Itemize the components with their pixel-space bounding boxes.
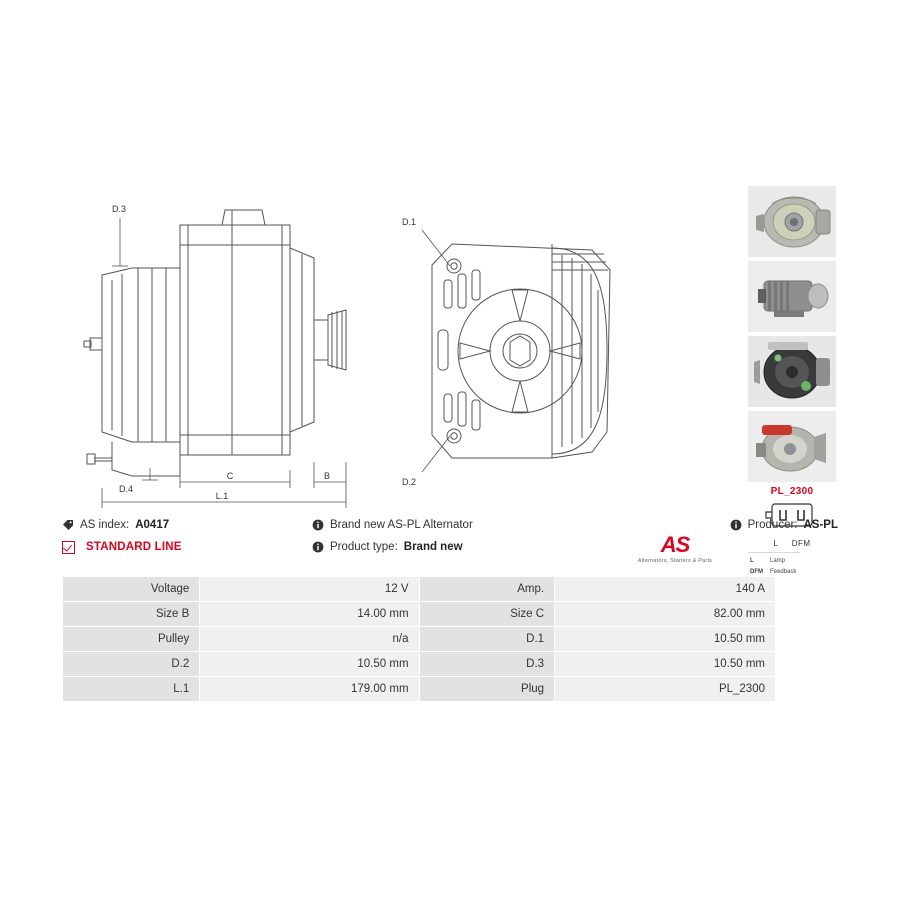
table-row bbox=[63, 652, 776, 677]
product-photo-2[interactable] bbox=[748, 261, 836, 332]
plug-legend-text: Lamp bbox=[770, 558, 786, 564]
specifications-table bbox=[62, 576, 776, 702]
side-view-svg bbox=[62, 170, 362, 510]
table-row bbox=[63, 577, 776, 602]
table-row bbox=[63, 627, 776, 652]
spec-value: n/a bbox=[200, 627, 419, 652]
product-type-line bbox=[312, 536, 642, 558]
spec-label: Plug bbox=[419, 677, 555, 702]
technical-drawings bbox=[62, 170, 838, 510]
as-index-value: A0417 bbox=[135, 519, 170, 531]
dim-label-c: C bbox=[226, 471, 234, 481]
spec-label: L.1 bbox=[63, 677, 200, 702]
product-type-value: Brand new bbox=[403, 541, 463, 553]
product-photo-4[interactable] bbox=[748, 411, 836, 482]
table-row bbox=[63, 677, 776, 702]
info-icon bbox=[312, 519, 324, 531]
tag-icon bbox=[62, 519, 74, 531]
as-index-line bbox=[62, 514, 312, 536]
spec-label: Amp. bbox=[419, 577, 555, 602]
spec-value: 179.00 mm bbox=[200, 677, 419, 702]
spec-value: 140 A bbox=[555, 577, 776, 602]
plug-pin-dfm: DFM bbox=[791, 539, 811, 548]
spec-label: Size B bbox=[63, 602, 200, 627]
producer-value: AS-PL bbox=[803, 519, 838, 531]
spec-label: Size C bbox=[419, 602, 555, 627]
product-description: Brand new AS-PL Alternator bbox=[330, 519, 473, 531]
product-photo-3[interactable] bbox=[748, 336, 836, 407]
spec-value: 14.00 mm bbox=[200, 602, 419, 627]
check-icon bbox=[62, 541, 75, 554]
info-icon bbox=[312, 541, 324, 553]
info-icon bbox=[730, 519, 742, 531]
spec-value: 10.50 mm bbox=[555, 627, 776, 652]
dim-label-d2: D.2 bbox=[402, 477, 417, 487]
product-photo-1[interactable] bbox=[748, 186, 836, 257]
description-line bbox=[312, 514, 642, 536]
info-column-index bbox=[62, 514, 312, 558]
spec-value: 10.50 mm bbox=[555, 652, 776, 677]
plug-legend-key: L bbox=[750, 558, 754, 564]
spec-value: PL_2300 bbox=[555, 677, 776, 702]
spec-label: Pulley bbox=[63, 627, 200, 652]
aspl-logo-subtitle: Alternators, Starters & Parts bbox=[637, 558, 713, 564]
spec-value: 12 V bbox=[200, 577, 419, 602]
spec-value: 10.50 mm bbox=[200, 652, 419, 677]
dim-label-l1: L.1 bbox=[215, 491, 229, 501]
alternator-front-view-drawing bbox=[392, 170, 682, 510]
spec-label: D.2 bbox=[63, 652, 200, 677]
plug-legend-text: Feedback bbox=[770, 569, 797, 575]
standard-line-label: STANDARD LINE bbox=[86, 541, 182, 553]
table-row bbox=[63, 602, 776, 627]
info-column-description bbox=[312, 514, 642, 558]
dim-label-d1: D.1 bbox=[402, 217, 417, 227]
alternator-side-view-drawing bbox=[62, 170, 362, 510]
spec-label: D.3 bbox=[419, 652, 555, 677]
plug-name: PL_2300 bbox=[770, 486, 814, 497]
spec-label: D.1 bbox=[419, 627, 555, 652]
standard-line-badge bbox=[62, 536, 312, 558]
aspl-logo bbox=[623, 534, 727, 564]
aspl-logo-mark: AS bbox=[660, 532, 690, 557]
dim-label-b: B bbox=[323, 471, 331, 481]
plug-legend-key: DFM bbox=[750, 569, 763, 575]
product-type-label: Product type: bbox=[330, 541, 398, 553]
dim-label-d3: D.3 bbox=[112, 204, 127, 214]
spec-value: 82.00 mm bbox=[555, 602, 776, 627]
front-view-svg bbox=[392, 170, 682, 510]
dim-label-d4: D.4 bbox=[119, 484, 134, 494]
producer-label: Producer: bbox=[747, 519, 798, 531]
as-index-label: AS index: bbox=[80, 519, 130, 531]
plug-pin-l: L bbox=[773, 539, 779, 548]
spec-label: Voltage bbox=[63, 577, 200, 602]
